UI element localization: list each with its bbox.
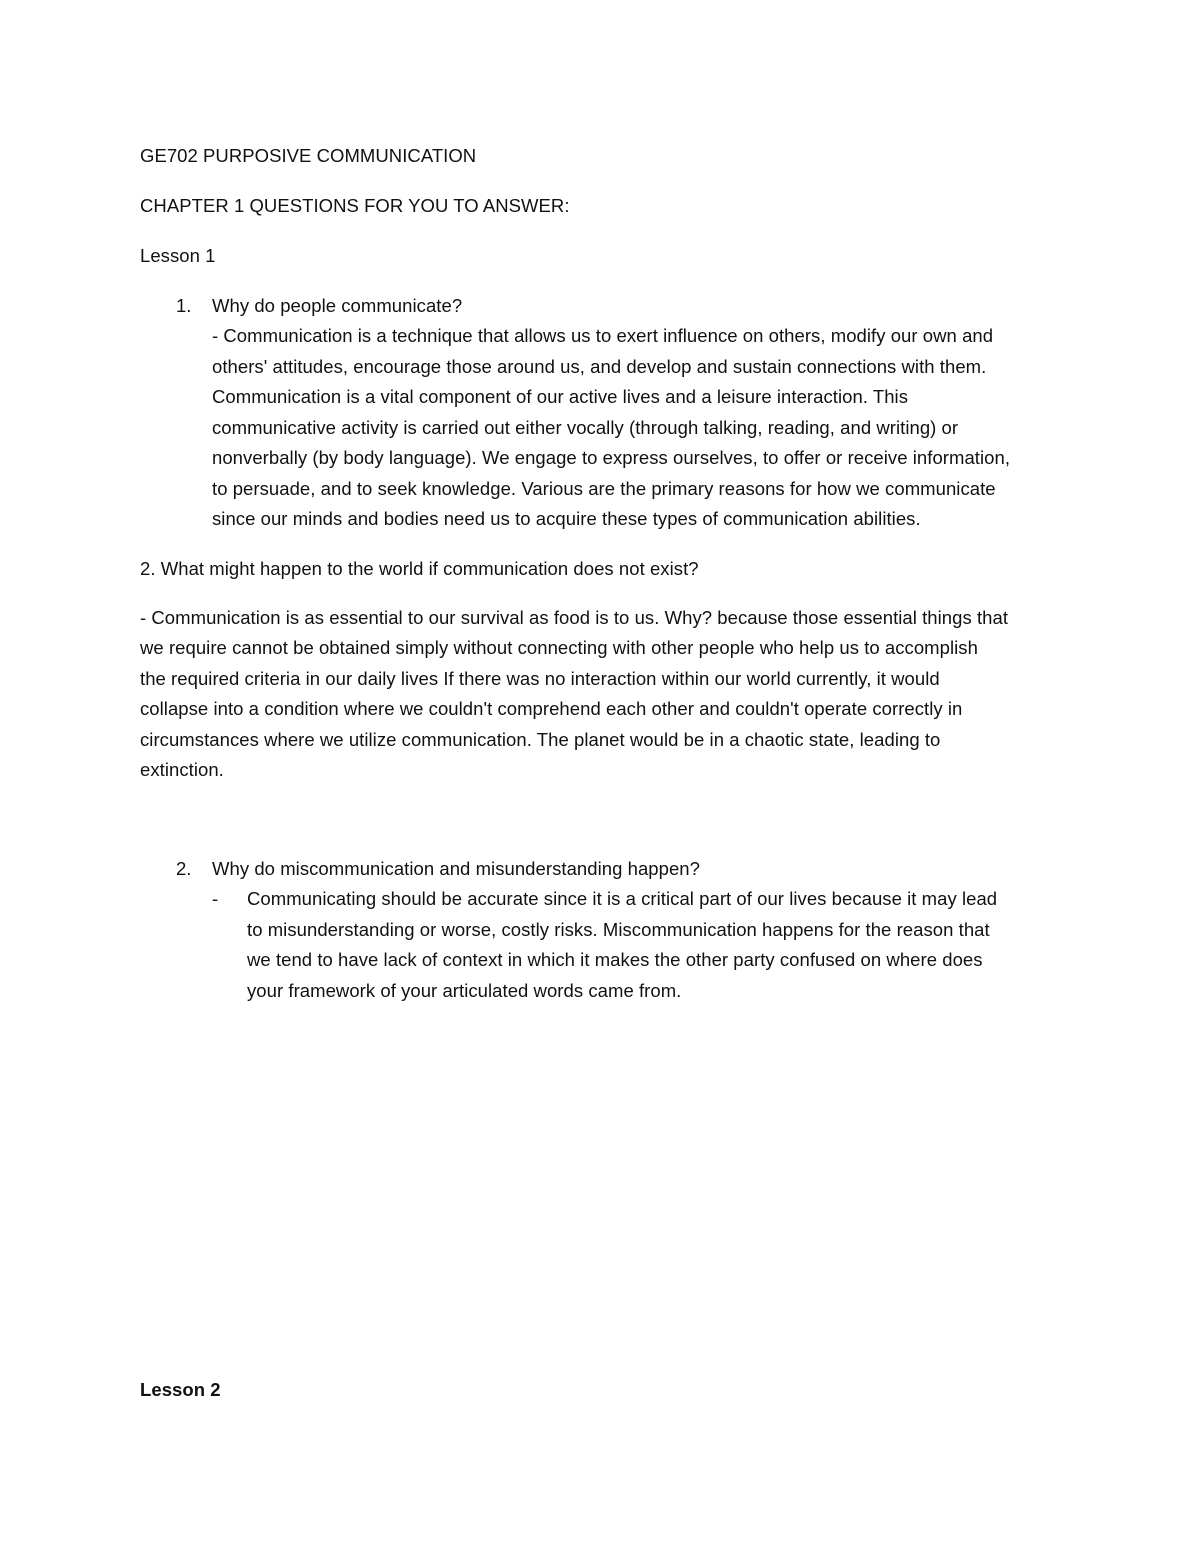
answer-1-line: Communication is a vital component of our active lives and a leisure interaction. This [212,386,908,407]
question-2-text: 2. What might happen to the world if communication does not exist? [140,558,699,579]
lesson-2-heading: Lesson 2 [140,1379,221,1400]
document-title: GE702 PURPOSIVE COMMUNICATION [140,145,477,166]
lesson-1-heading: Lesson 1 [140,245,216,266]
answer-3-dash: - [212,888,219,909]
answer-2-line: - Communication is as essential to our survival as food is to us. Why? because those essential things that [140,607,1009,628]
question-3-number: 2. [176,858,192,879]
answer-3-line: we tend to have lack of context in which it makes the other party confused on where does [247,949,983,970]
answer-3-line: to misunderstanding or worse, costly risks. Miscommunication happens for the reason that [247,919,990,940]
answer-1-line: to persuade, and to seek knowledge. Various are the primary reasons for how we communicate [212,478,996,499]
answer-2-line: we require cannot be obtained simply without connecting with other people who help us to accomplish [140,637,978,658]
answer-2-line: the required criteria in our daily lives If there was no interaction within our world currently, it would [140,668,940,689]
answer-2-line: extinction. [140,759,224,780]
answer-1-line: - Communication is a technique that allows us to exert influence on others, modify our own and [212,325,994,346]
answer-2-line: collapse into a condition where we couldn't comprehend each other and couldn't operate correctly in [140,698,963,719]
answer-1-line: communicative activity is carried out either vocally (through talking, reading, and writing) or [212,417,959,438]
chapter-heading: CHAPTER 1 QUESTIONS FOR YOU TO ANSWER: [140,195,570,216]
answer-1-line: since our minds and bodies need us to acquire these types of communication abilities. [212,508,921,529]
question-3-text: Why do miscommunication and misunderstanding happen? [212,858,700,879]
answer-1-line: others' attitudes, encourage those around us, and develop and sustain connections with them. [212,356,987,377]
answer-3-line: Communicating should be accurate since it is a critical part of our lives because it may lead [247,888,998,909]
answer-3-line: your framework of your articulated words came from. [247,980,682,1001]
question-1-number: 1. [176,295,192,316]
answer-1-line: nonverbally (by body language). We engage to express ourselves, to offer or receive information, [212,447,1011,468]
answer-2-line: circumstances where we utilize communication. The planet would be in a chaotic state, leading to [140,729,941,750]
question-1-text: Why do people communicate? [212,295,463,316]
